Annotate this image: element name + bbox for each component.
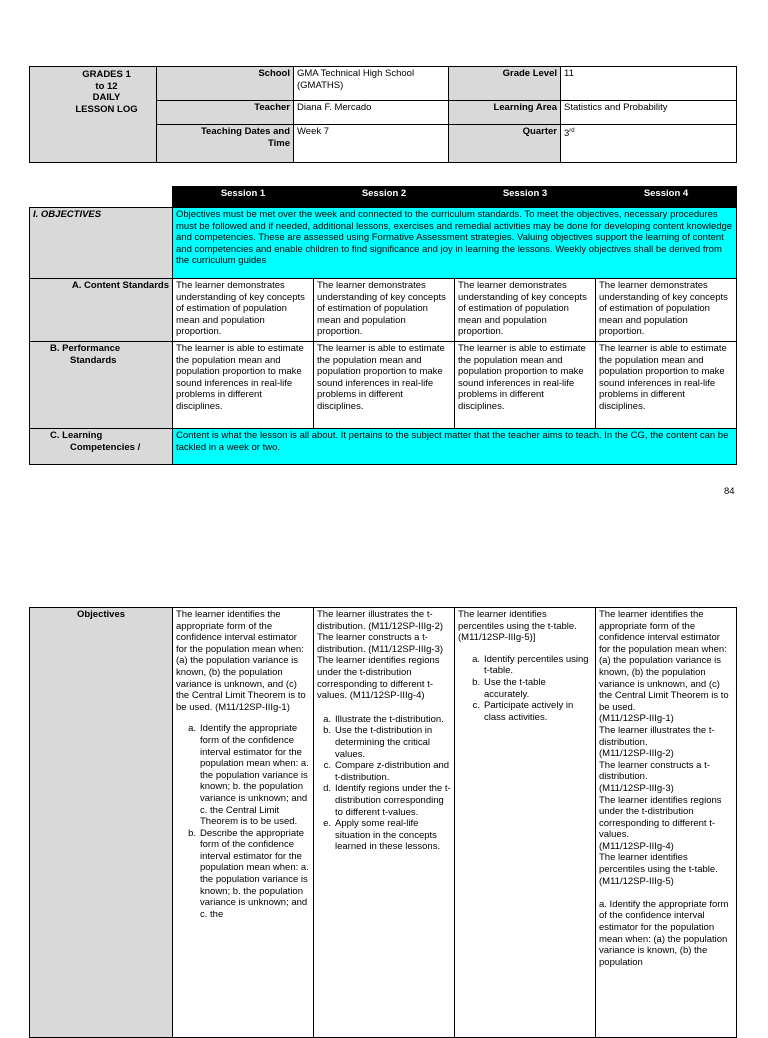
list-text: Participate actively in class activities.: [484, 700, 574, 723]
page2-session-3: [455, 608, 596, 1038]
list-item: [317, 783, 451, 818]
objectives-text: Objectives must be met over the week and connected to the curriculum standards. To meet the objectives, necessary procedures must be followed and if needed, additional lessons, exercises and remedial activities may be done for developing content knowledge and competencies. These are assessed using Formative Assessment strategies. Valuing objectives support the learning of content and competencies and enable children to find significance and joy in learning the lessons. Weekly objectives shall be derived from the curriculum guides: [173, 208, 737, 279]
grades-cell: [30, 67, 157, 163]
page2-objectives-label: Objectives: [30, 608, 173, 1038]
performance-label-line-1: B. Performance: [50, 343, 121, 354]
grade-level-value: 11: [561, 67, 737, 101]
dates-label: [157, 125, 294, 163]
list-text: Illustrate the t-distribution.: [335, 713, 444, 725]
school-value-line-2: (GMATHS): [297, 79, 344, 91]
page2-s2-intro: The learner illustrates the t-distribution. (M11/12SP-IIIg-2) The learner constructs a t-distribution. (M11/12SP-IIIg-3) The learner identifies regions under the t-distribution corresponding to different t-values. (M11/12SP-IIIg-4): [317, 609, 444, 702]
list-marker: a.: [323, 713, 331, 725]
session-corner: [30, 187, 173, 208]
list-text: Identify percentiles using t-table.: [484, 653, 589, 677]
performance-standards-label: [30, 342, 173, 429]
session-3-header: Session 3: [455, 187, 596, 208]
competencies-label-line-2: Competencies /: [70, 441, 141, 453]
content-standards-label: A. Content Standards: [30, 279, 173, 342]
page2-objectives-table: [29, 607, 737, 1038]
school-value-line-1: GMA Technical High School: [297, 68, 415, 79]
list-text: Identify regions under the t-distribution corresponding to different t-values.: [335, 783, 451, 818]
content-standards-s1: The learner demonstrates understanding of key concepts of estimation of population mean and population proportion.: [173, 279, 314, 342]
list-item: [466, 677, 592, 700]
performance-standards-s4: The learner is able to estimate the population mean and population proportion to make sound inferences in real-life problems in different disciplines.: [596, 342, 737, 429]
grade-level-label: Grade Level: [449, 67, 561, 101]
learning-competencies-text: Content is what the lesson is all about. It pertains to the subject matter that the teacher aims to teach. In the CG, the content can be tackled in a week or two.: [173, 429, 737, 465]
page2-s2-list: [317, 714, 451, 853]
teacher-value: Diana F. Mercado: [294, 101, 449, 125]
list-marker: d.: [323, 783, 331, 795]
list-text: Apply some real-life situation in the concepts learned in these lessons.: [335, 818, 441, 853]
grades-line-1: GRADES 1: [82, 69, 131, 80]
grades-line-3: DAILY: [92, 92, 121, 104]
list-text: Compare z-distribution and t-distribution.: [335, 760, 450, 783]
grades-line-4: LESSON LOG: [75, 103, 138, 115]
list-marker: b.: [472, 676, 480, 688]
list-text: Describe the appropriate form of the confidence interval estimator for the population mean when: a. the population variance is known; b. the population variance is unknown; and c. the: [200, 827, 309, 920]
list-marker: c.: [472, 700, 480, 712]
page2-session-1: [173, 608, 314, 1038]
content-standards-s3: The learner demonstrates understanding of key concepts of estimation of population mean and population proportion.: [455, 279, 596, 342]
learning-competencies-label: [30, 429, 173, 465]
list-text: Identify the appropriate form of the confidence interval estimator for the population mean when: a. the population variance is known; b. the population variance is unknown; and c. the Central Limit Theorem is to be used.: [200, 723, 309, 828]
dates-label-line-1: Teaching Dates and: [200, 126, 290, 137]
school-value: [294, 67, 449, 101]
list-item: [466, 700, 592, 723]
list-item: [176, 828, 310, 921]
list-text: Use the t-table accurately.: [484, 676, 546, 700]
performance-standards-s2: The learner is able to estimate the population mean and population proportion to make sound inferences in real-life problems in different disciplines.: [314, 342, 455, 429]
page2-s1-list: [176, 723, 310, 920]
list-marker: a.: [188, 723, 196, 735]
list-marker: c.: [323, 760, 331, 772]
session-2-header: Session 2: [314, 187, 455, 208]
list-marker: b.: [323, 725, 331, 737]
objectives-label: I. OBJECTIVES: [30, 208, 173, 279]
list-text: Use the t-distribution in determining the critical values.: [335, 725, 433, 760]
header-table: [29, 66, 737, 163]
session-4-header: Session 4: [596, 187, 737, 208]
grades-line-2: to 12: [95, 80, 118, 92]
competencies-label-line-1: C. Learning: [50, 430, 103, 441]
list-item: [317, 818, 451, 853]
content-standards-s4: The learner demonstrates understanding of key concepts of estimation of population mean and population proportion.: [596, 279, 737, 342]
page-number: 84: [724, 486, 735, 497]
list-item: [176, 723, 310, 827]
teacher-label: Teacher: [157, 101, 294, 125]
list-marker: e.: [323, 818, 331, 830]
performance-standards-s3: The learner is able to estimate the population mean and population proportion to make sound inferences in real-life problems in different disciplines.: [455, 342, 596, 429]
quarter-suffix: rd: [569, 128, 575, 134]
list-item: [317, 760, 451, 783]
page2-session-2: [314, 608, 455, 1038]
school-label: School: [157, 67, 294, 101]
dates-label-line-2: Time: [267, 137, 290, 149]
performance-label-line-2: Standards: [70, 354, 117, 366]
list-item: [466, 654, 592, 677]
page2-s3-intro: The learner identifies percentiles using the t-table.(M11/12SP-IIIg-5)]: [458, 609, 577, 644]
list-item: [317, 725, 451, 760]
list-item: [317, 714, 451, 726]
learning-area-label: Learning Area: [449, 101, 561, 125]
learning-area-value: Statistics and Probability: [561, 101, 737, 125]
page2-s1-intro: The learner identifies the appropriate form of the confidence interval estimator for the population mean when: (a) the population variance is known, (b) the population variance is unknown, and (c) the Central Limit Theorem is to be used. (M11/12SP-IIIg-1): [176, 609, 306, 713]
performance-standards-s1: The learner is able to estimate the population mean and population proportion to make sound inferences in real-life problems in different disciplines.: [173, 342, 314, 429]
quarter-value: [561, 125, 737, 163]
quarter-number: 3: [564, 128, 570, 140]
quarter-label: Quarter: [449, 125, 561, 163]
dates-value: Week 7: [294, 125, 449, 163]
page2-s4-text: The learner identifies the appropriate form of the confidence interval estimator for the population mean when: (a) the population variance is known, (b) the population variance is unknown, and (c) the Central Limit Theorem is to be used. (M11/12SP-IIIg-1) The learner illustrates the t-distribution. (M11/12SP-IIIg-2) The learner constructs a t-distribution. (M11/12SP-IIIg-3) The learner identifies regions under the t-distribution corresponding to different t-values. (M11/12SP-IIIg-4) The learner identifies percentiles using the t-table. (M11/12SP-IIIg-5) a. Identify the appropriate form of the confidence interval estimator for the population mean when: (a) the population variance is known, (b) the population: [599, 609, 729, 968]
session-1-header: Session 1: [173, 187, 314, 208]
page2-s3-list: [466, 654, 592, 724]
list-marker: a.: [472, 653, 480, 665]
list-marker: b.: [188, 827, 196, 839]
page2-session-4: [596, 608, 737, 1038]
objectives-table: [29, 186, 737, 465]
content-standards-s2: The learner demonstrates understanding of key concepts of estimation of population mean and population proportion.: [314, 279, 455, 342]
